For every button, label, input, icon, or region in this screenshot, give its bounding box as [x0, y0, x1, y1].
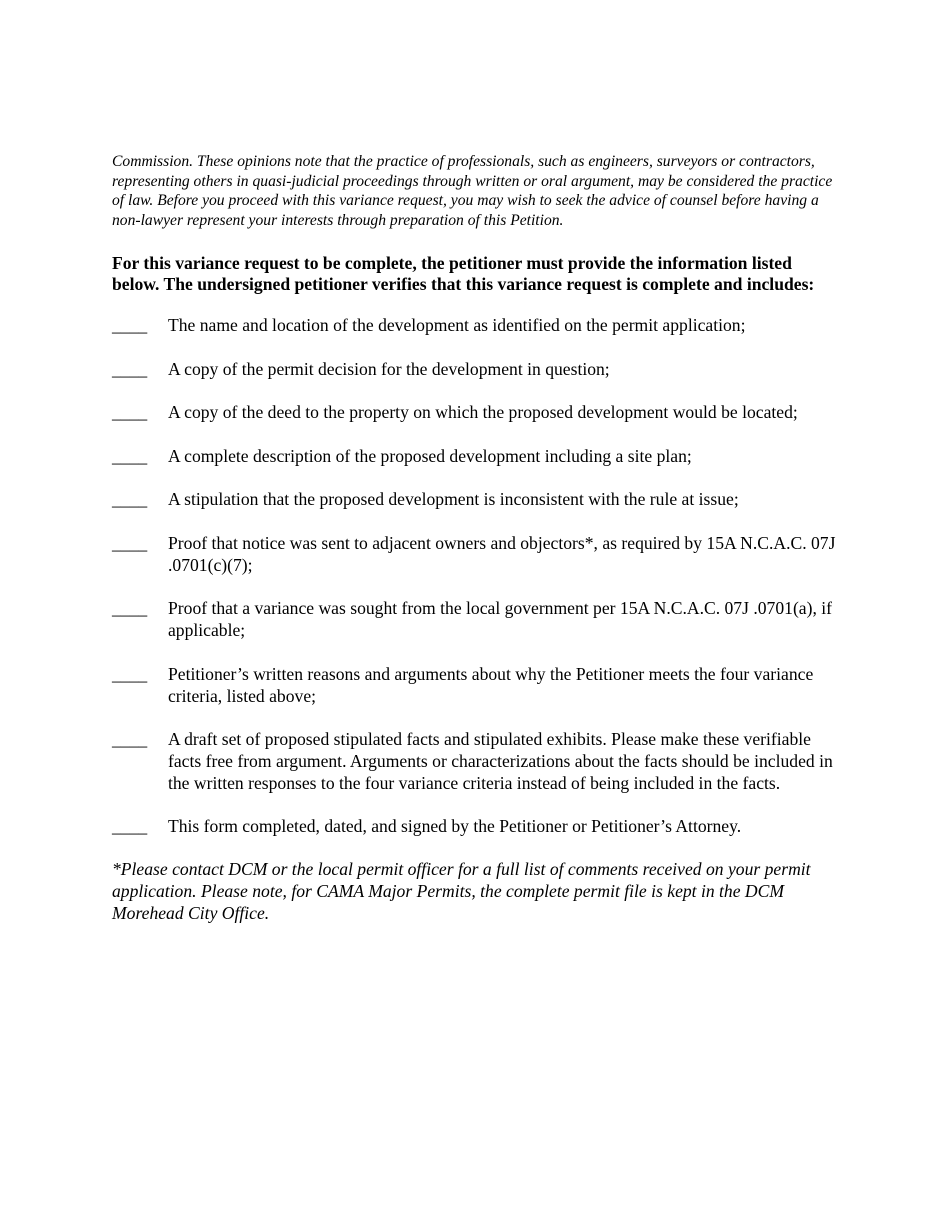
requirements-checklist: [112, 315, 842, 838]
checklist-item-text: A stipulation that the proposed development is inconsistent with the rule at issue;: [168, 489, 739, 510]
checklist-item-text: This form completed, dated, and signed by the Petitioner or Petitioner’s Attorney.: [168, 816, 742, 837]
checklist-item-site-plan: [112, 446, 842, 468]
checkbox-blank-line[interactable]: ____: [112, 489, 148, 510]
checkbox-blank-line[interactable]: ____: [112, 663, 148, 684]
checklist-item-text: Proof that a variance was sought from the local government per 15A N.C.A.C. 07J .0701(a), if applicable;: [168, 598, 833, 641]
checkbox-blank-line[interactable]: ____: [112, 532, 148, 553]
checklist-item-form-signed: [112, 816, 842, 838]
checkbox-blank-line[interactable]: ____: [112, 315, 148, 335]
checklist-item-text: A copy of the deed to the property on which the proposed development would be located;: [168, 402, 798, 423]
intro-paragraph: Commission. These opinions note that the practice of professionals, such as engineers, surveyors or contractors, representing others in quasi-judicial proceedings through written or oral argument, may be considered the practice of law. Before you proceed with this variance request, you may wish to seek the advice of counsel before having a non-lawyer represent your interests through preparation of this Petition.: [112, 153, 833, 230]
checkbox-blank-line[interactable]: ____: [112, 816, 148, 837]
checklist-item-development-name: [112, 315, 842, 337]
checkbox-blank-line[interactable]: ____: [112, 402, 148, 423]
checklist-item-permit-decision: [112, 359, 842, 381]
checklist-item-notice-proof: [112, 533, 842, 577]
checkbox-blank-line[interactable]: ____: [112, 358, 148, 379]
checklist-item-text: Proof that notice was sent to adjacent owners and objectors*, as required by 15A N.C.A.C. 07J .0701(c)(7);: [168, 532, 836, 575]
document-page: [112, 150, 842, 925]
checklist-item-text: A copy of the permit decision for the development in question;: [168, 358, 610, 379]
checkbox-blank-line[interactable]: ____: [112, 598, 148, 619]
checklist-item-stipulation: [112, 489, 842, 511]
checklist-item-local-variance-proof: [112, 598, 842, 642]
checklist-item-text: The name and location of the development as identified on the permit application;: [168, 315, 746, 335]
checklist-heading: For this variance request to be complete, the petitioner must provide the information listed below. The undersigned petitioner verifies that this variance request is complete and includes:: [112, 252, 815, 295]
checklist-item-written-reasons: [112, 664, 842, 708]
checkbox-blank-line[interactable]: ____: [112, 445, 148, 466]
checklist-item-stipulated-facts: [112, 729, 842, 794]
checkbox-blank-line[interactable]: ____: [112, 729, 148, 750]
checklist-item-text: Petitioner’s written reasons and arguments about why the Petitioner meets the four variance criteria, listed above;: [168, 663, 814, 706]
checklist-item-text: A draft set of proposed stipulated facts and stipulated exhibits. Please make these verifiable facts free from argument. Arguments or characterizations about the facts should be included in the written responses to the four variance criteria instead of being included in the facts.: [168, 729, 833, 793]
checklist-item-deed-copy: [112, 402, 842, 424]
footnote: *Please contact DCM or the local permit officer for a full list of comments received on your permit application. Please note, for CAMA Major Permits, the complete permit file is kept in the DCM Morehead City Office.: [112, 859, 811, 923]
checklist-item-text: A complete description of the proposed development including a site plan;: [168, 445, 692, 466]
